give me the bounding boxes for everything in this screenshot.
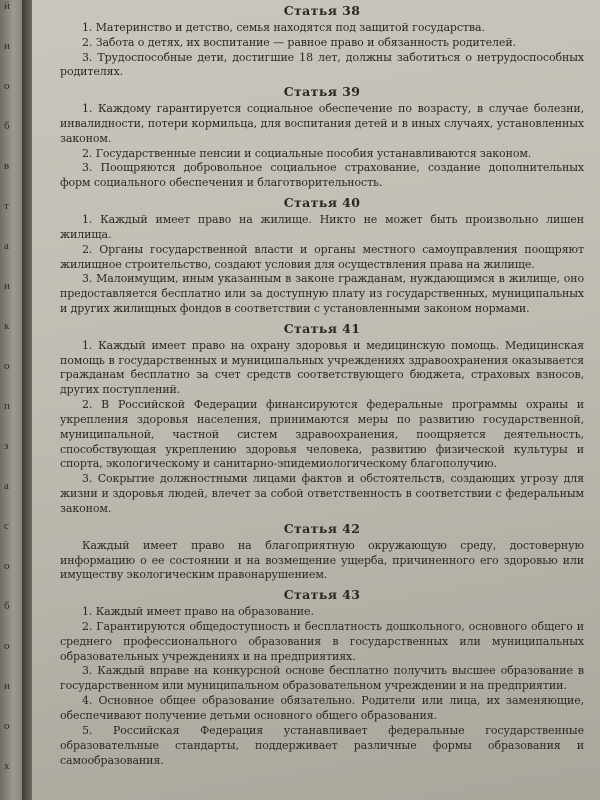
article-paragraph: 3. Сокрытие должностными лицами фактов и обстоятельств, создающих угрозу для жизни и здоровья людей, влечет за собой ответственность в соответствии с федеральным законом. [60, 472, 584, 515]
article-40 [60, 196, 584, 317]
article-paragraph: 3. Каждый вправе на конкурсной основе бесплатно получить высшее образование в государственном или муниципальном образовательном учреждении и на предприятии. [60, 664, 584, 693]
book-gutter [22, 0, 32, 800]
article-paragraph: 1. Каждый имеет право на образование. [82, 605, 314, 619]
article-39 [60, 85, 584, 191]
adjacent-page-fragment: с [4, 520, 9, 532]
article-title: Статья 41 [283, 320, 361, 336]
adjacent-page-fragment: т [4, 200, 9, 212]
adjacent-page-fragment: о [4, 640, 10, 652]
adjacent-page-fragment: й [4, 0, 10, 12]
adjacent-page-fragment: и [4, 40, 10, 52]
article-paragraph: 3. Поощряются добровольное социальное страхование, создание дополнительных форм социального обеспечения и благотворительность. [60, 161, 584, 190]
article-paragraph: 5. Российская Федерация устанавливает федеральные государственные образовательные стандарты, поддерживает различные формы образования и самообразования. [60, 723, 584, 767]
article-title: Статья 40 [283, 195, 361, 211]
adjacent-page-fragment: о [4, 360, 10, 372]
page-content [60, 4, 584, 773]
book-page [32, 0, 600, 800]
adjacent-page-fragment: в [4, 160, 10, 172]
article-paragraph: 3. Трудоспособные дети, достигшие 18 лет, должны заботиться о нетрудоспособных родителях. [60, 50, 584, 79]
article-paragraph: 1. Каждый имеет право на охрану здоровья и медицинскую помощь. Медицинская помощь в государственных и муниципальных учреждениях здравоохранения оказывается гражданам бесплатно за счет средств соответствующего бюджета, страховых взносов, других поступлений. [60, 338, 584, 397]
adjacent-page-fragment: о [4, 560, 10, 572]
article-title: Статья 39 [283, 84, 361, 100]
article-paragraph: Каждый имеет право на благоприятную окружающую среду, достоверную информацию о ее состоянии и на возмещение ущерба, причиненного его здоровью или имуществу экологическим правонарушением. [60, 538, 584, 582]
adjacent-page-fragment: а [4, 240, 9, 252]
article-paragraph: 2. Органы государственной власти и органы местного самоуправления поощряют жилищное строительство, создают условия для осуществления права на жилище. [60, 242, 584, 271]
article-43 [60, 588, 584, 768]
article-paragraph: 2. Государственные пенсии и социальные пособия устанавливаются законом. [82, 146, 532, 160]
adjacent-page-fragment: о [4, 720, 10, 732]
adjacent-page-fragment: з [4, 440, 9, 452]
article-paragraph: 3. Малоимущим, иным указанным в законе гражданам, нуждающимся в жилище, оно предоставляется бесплатно или за доступную плату из государственных, муниципальных и других жилищных фондов в соответствии с установленными законом нормами. [60, 272, 584, 316]
article-paragraph: 4. Основное общее образование обязательно. Родители или лица, их заменяющие, обеспечивают получение детьми основного общего образования. [60, 694, 584, 722]
adjacent-page-fragment: к [4, 320, 10, 332]
article-title: Статья 38 [283, 3, 361, 18]
adjacent-page-fragment: о [4, 80, 10, 92]
adjacent-page-fragment: х [4, 760, 10, 772]
article-paragraph: 1. Каждый имеет право на жилище. Никто не может быть произвольно лишен жилища. [60, 212, 584, 241]
adjacent-page-fragment: и [4, 280, 10, 292]
article-title: Статья 43 [283, 587, 361, 603]
adjacent-page-edge [0, 0, 22, 800]
article-title: Статья 42 [283, 520, 361, 536]
article-41 [60, 322, 584, 517]
article-42 [60, 522, 584, 583]
article-38 [60, 4, 584, 80]
adjacent-page-fragment: б [4, 120, 10, 132]
article-paragraph: 2. Забота о детях, их воспитание — равное право и обязанность родителей. [82, 35, 516, 49]
adjacent-page-fragment: п [4, 400, 10, 412]
article-paragraph: 1. Материнство и детство, семья находятся под защитой государства. [82, 20, 485, 34]
article-paragraph: 1. Каждому гарантируется социальное обеспечение по возрасту, в случае болезни, инвалидности, потери кормильца, для воспитания детей и в иных случаях, установленных законом. [60, 102, 584, 145]
article-paragraph: 2. В Российской Федерации финансируются федеральные программы охраны и укрепления здоровья населения, принимаются меры по развитию государственной, муниципальной, частной систем здравоохранения, поощряется деятельность, способствующая укреплению здоровья человека, развитию физической культуры и спорта, экологическому и санитарно-эпидемиологическому благополучию. [60, 398, 584, 471]
adjacent-page-fragment: б [4, 600, 10, 612]
adjacent-page-fragment: а [4, 480, 9, 492]
article-paragraph: 2. Гарантируются общедоступность и бесплатность дошкольного, основного общего и среднего профессионального образования в государственных или муниципальных образовательных учреждениях и на предприятиях. [60, 619, 584, 663]
adjacent-page-fragment: н [4, 680, 10, 692]
